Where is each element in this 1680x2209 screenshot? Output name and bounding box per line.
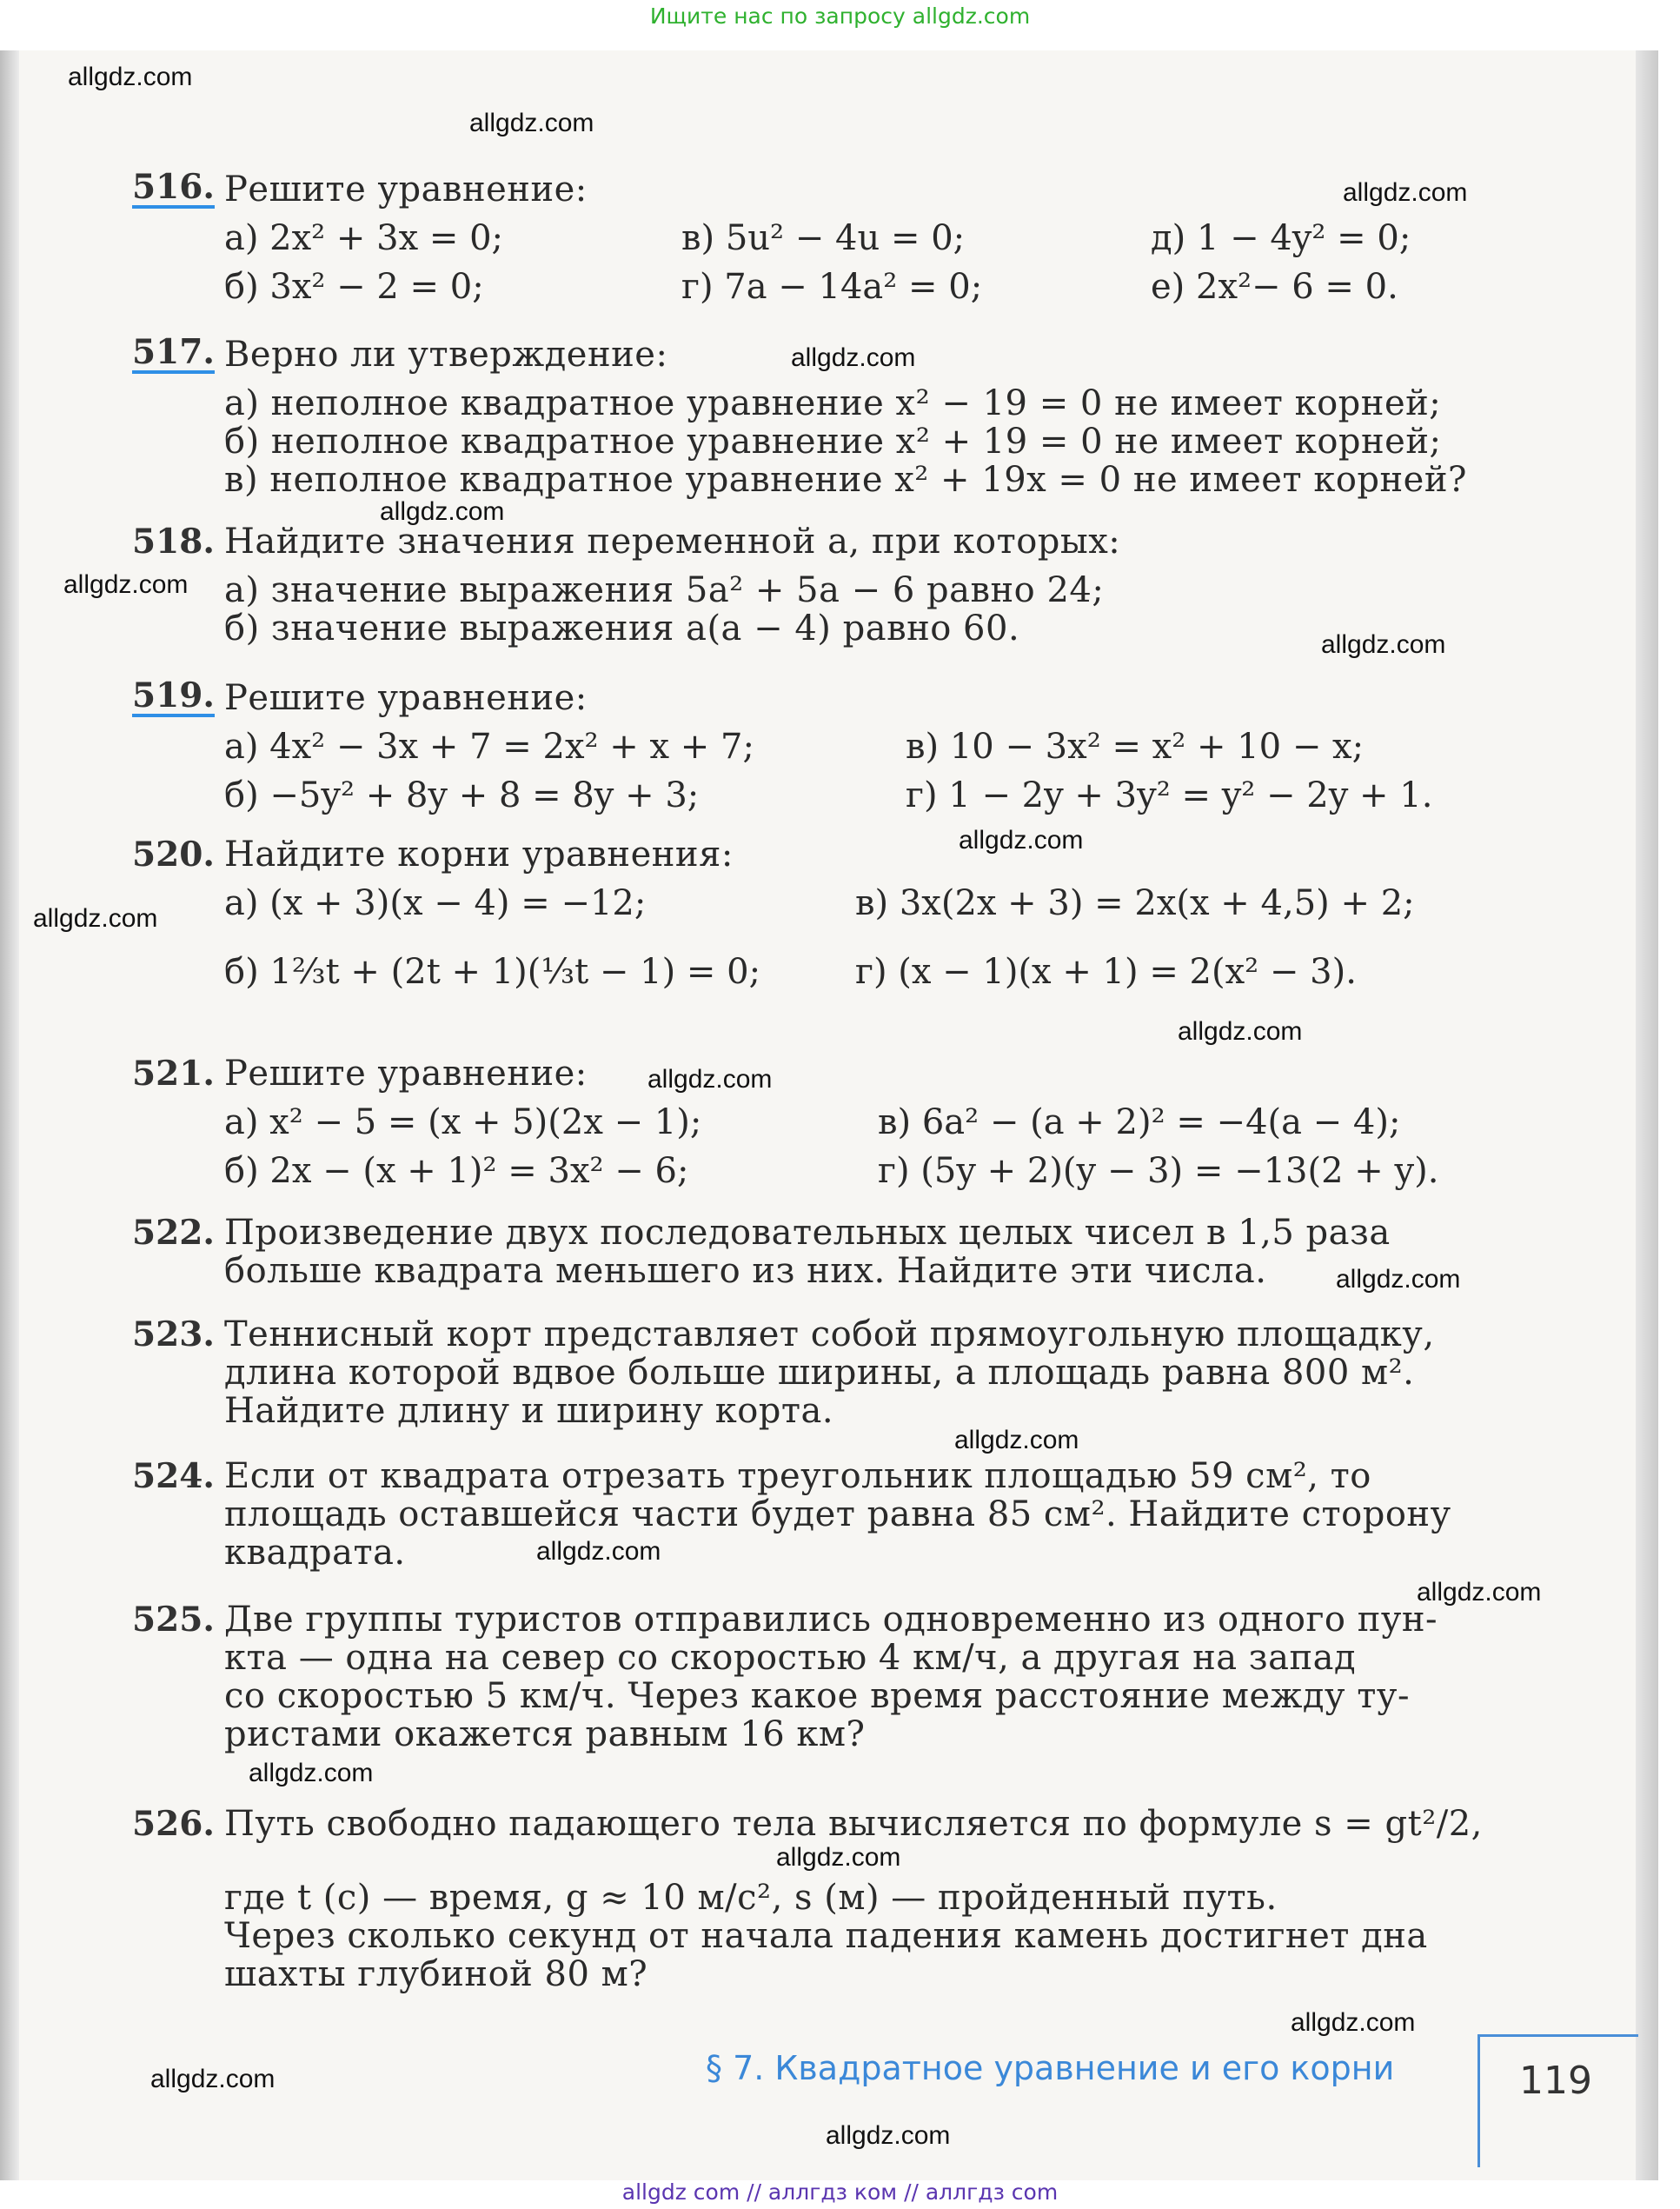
statement-line: б) значение выражения a(a − 4) равно 60. (224, 609, 1020, 649)
problem-title: Решите уравнение: (224, 678, 588, 718)
watermark: allgdz.com (1291, 2008, 1416, 2037)
watermark: allgdz.com (249, 1759, 374, 1787)
watermark: allgdz.com (1417, 1578, 1542, 1607)
problem-text-line: Если от квадрата отрезать треугольник площадью 59 см², то (224, 1456, 1371, 1496)
watermark: allgdz.com (469, 109, 594, 137)
problem-number: 525. (132, 1600, 215, 1640)
watermark: allgdz.com (380, 497, 505, 526)
equation-item: д) 1 − 4y² = 0; (1151, 218, 1411, 258)
equation-item: а) (x + 3)(x − 4) = −12; (224, 883, 647, 923)
equation-item: г) (5y + 2)(y − 3) = −13(2 + y). (878, 1151, 1439, 1191)
problem-number: 521. (132, 1054, 215, 1094)
page-number: 119 (1519, 2059, 1592, 2103)
statement-line: а) значение выражения 5a² + 5a − 6 равно 24; (224, 570, 1105, 610)
statement-line: в) неполное квадратное уравнение x² + 19x = 0 не имеет корней? (224, 460, 1467, 500)
watermark: allgdz.com (1178, 1017, 1303, 1046)
equation-item: г) 7a − 14a² = 0; (681, 267, 983, 307)
problem-title: Решите уравнение: (224, 170, 588, 210)
problem-number: 518. (132, 522, 215, 562)
problem-title: Решите уравнение: (224, 1054, 588, 1094)
watermark: allgdz.com (826, 2121, 951, 2150)
equation-item: б) 3x² − 2 = 0; (224, 267, 484, 307)
page-binding-shadow (0, 50, 19, 2180)
statement-line: а) неполное квадратное уравнение x² − 19 = 0 не имеет корней; (224, 383, 1442, 423)
watermark: allgdz.com (63, 570, 189, 599)
problem-text-line: Путь свободно падающего тела вычисляется по формуле s = gt²/2, (224, 1804, 1483, 1844)
watermark: allgdz.com (954, 1426, 1079, 1454)
problem-text-line: со скоростью 5 км/ч. Через какое время расстояние между ту- (224, 1676, 1410, 1716)
equation-item: б) 1⅔t + (2t + 1)(⅓t − 1) = 0; (224, 952, 761, 992)
problem-title: Верно ли утверждение: (224, 335, 668, 375)
problem-number: 519. (132, 675, 215, 715)
problem-number: 520. (132, 835, 215, 875)
equation-item: б) 2x − (x + 1)² = 3x² − 6; (224, 1151, 689, 1191)
problem-text-line: длина которой вдвое больше ширины, а площадь равна 800 м². (224, 1353, 1415, 1393)
equation-item: а) 2x² + 3x = 0; (224, 218, 504, 258)
equation-item: а) x² − 5 = (x + 5)(2x − 1); (224, 1102, 702, 1142)
equation-item: в) 10 − 3x² = x² + 10 − x; (906, 727, 1365, 767)
problem-number: 524. (132, 1456, 215, 1496)
watermark: allgdz.com (1336, 1265, 1461, 1294)
equation-item: г) (x − 1)(x + 1) = 2(x² − 3). (855, 952, 1357, 992)
problem-number: 516. (132, 167, 215, 207)
equation-item: в) 3x(2x + 3) = 2x(x + 4,5) + 2; (855, 883, 1415, 923)
section-title: § 7. Квадратное уравнение и его корни (706, 2049, 1395, 2087)
problem-text-line: квадрата. (224, 1533, 406, 1573)
page-right-edge (1636, 50, 1658, 2180)
problem-title: Найдите корни уравнения: (224, 835, 734, 875)
problem-number: 523. (132, 1314, 215, 1354)
equation-item: в) 6a² − (a + 2)² = −4(a − 4); (878, 1102, 1401, 1142)
problem-text-line: Найдите длину и ширину корта. (224, 1391, 834, 1431)
equation-item: г) 1 − 2y + 3y² = y² − 2y + 1. (906, 775, 1433, 815)
watermark: allgdz.com (647, 1065, 773, 1094)
bottom-banner[interactable]: allgdz com // аллгдз ком // аллгдз com (621, 2179, 1059, 2205)
statement-line: б) неполное квадратное уравнение x² + 19 = 0 не имеет корней; (224, 422, 1442, 462)
problem-number: 526. (132, 1804, 215, 1844)
problem-text-line: ристами окажется равным 16 км? (224, 1714, 866, 1754)
problem-text-line: Две группы туристов отправились одновременно из одного пун- (224, 1600, 1438, 1640)
watermark: allgdz.com (1321, 630, 1446, 659)
watermark: allgdz.com (33, 904, 158, 933)
watermark: allgdz.com (536, 1537, 661, 1566)
watermark: allgdz.com (150, 2065, 276, 2093)
equation-item: б) −5y² + 8y + 8 = 8y + 3; (224, 775, 700, 815)
watermark: allgdz.com (959, 826, 1084, 855)
equation-item: а) 4x² − 3x + 7 = 2x² + x + 7; (224, 727, 754, 767)
problem-text-line: кта — одна на север со скоростью 4 км/ч, а другая на запад (224, 1638, 1357, 1678)
problem-text-line: Теннисный корт представляет собой прямоугольную площадку, (224, 1314, 1435, 1354)
watermark: allgdz.com (68, 63, 193, 91)
problem-title: Найдите значения переменной a, при которых: (224, 522, 1121, 562)
problem-text-line: площадь оставшейся части будет равна 85 см². Найдите сторону (224, 1494, 1451, 1534)
problem-text-line: больше квадрата меньшего из них. Найдите эти числа. (224, 1251, 1267, 1291)
equation-item: в) 5u² − 4u = 0; (681, 218, 966, 258)
problem-text-line: шахты глубиной 80 м? (224, 1954, 648, 1994)
problem-text-line: где t (с) — время, g ≈ 10 м/с², s (м) — пройденный путь. (224, 1878, 1278, 1918)
watermark: allgdz.com (1343, 178, 1468, 207)
problem-text-line: Через сколько секунд от начала падения камень достигнет дна (224, 1916, 1428, 1956)
watermark: allgdz.com (776, 1843, 901, 1872)
problem-text-line: Произведение двух последовательных целых чисел в 1,5 раза (224, 1213, 1391, 1253)
top-banner[interactable]: Ищите нас по запросу allgdz.com (649, 3, 1031, 29)
problem-number: 522. (132, 1213, 215, 1253)
watermark: allgdz.com (791, 343, 916, 372)
equation-item: е) 2x²− 6 = 0. (1151, 267, 1398, 307)
problem-number: 517. (132, 332, 215, 372)
